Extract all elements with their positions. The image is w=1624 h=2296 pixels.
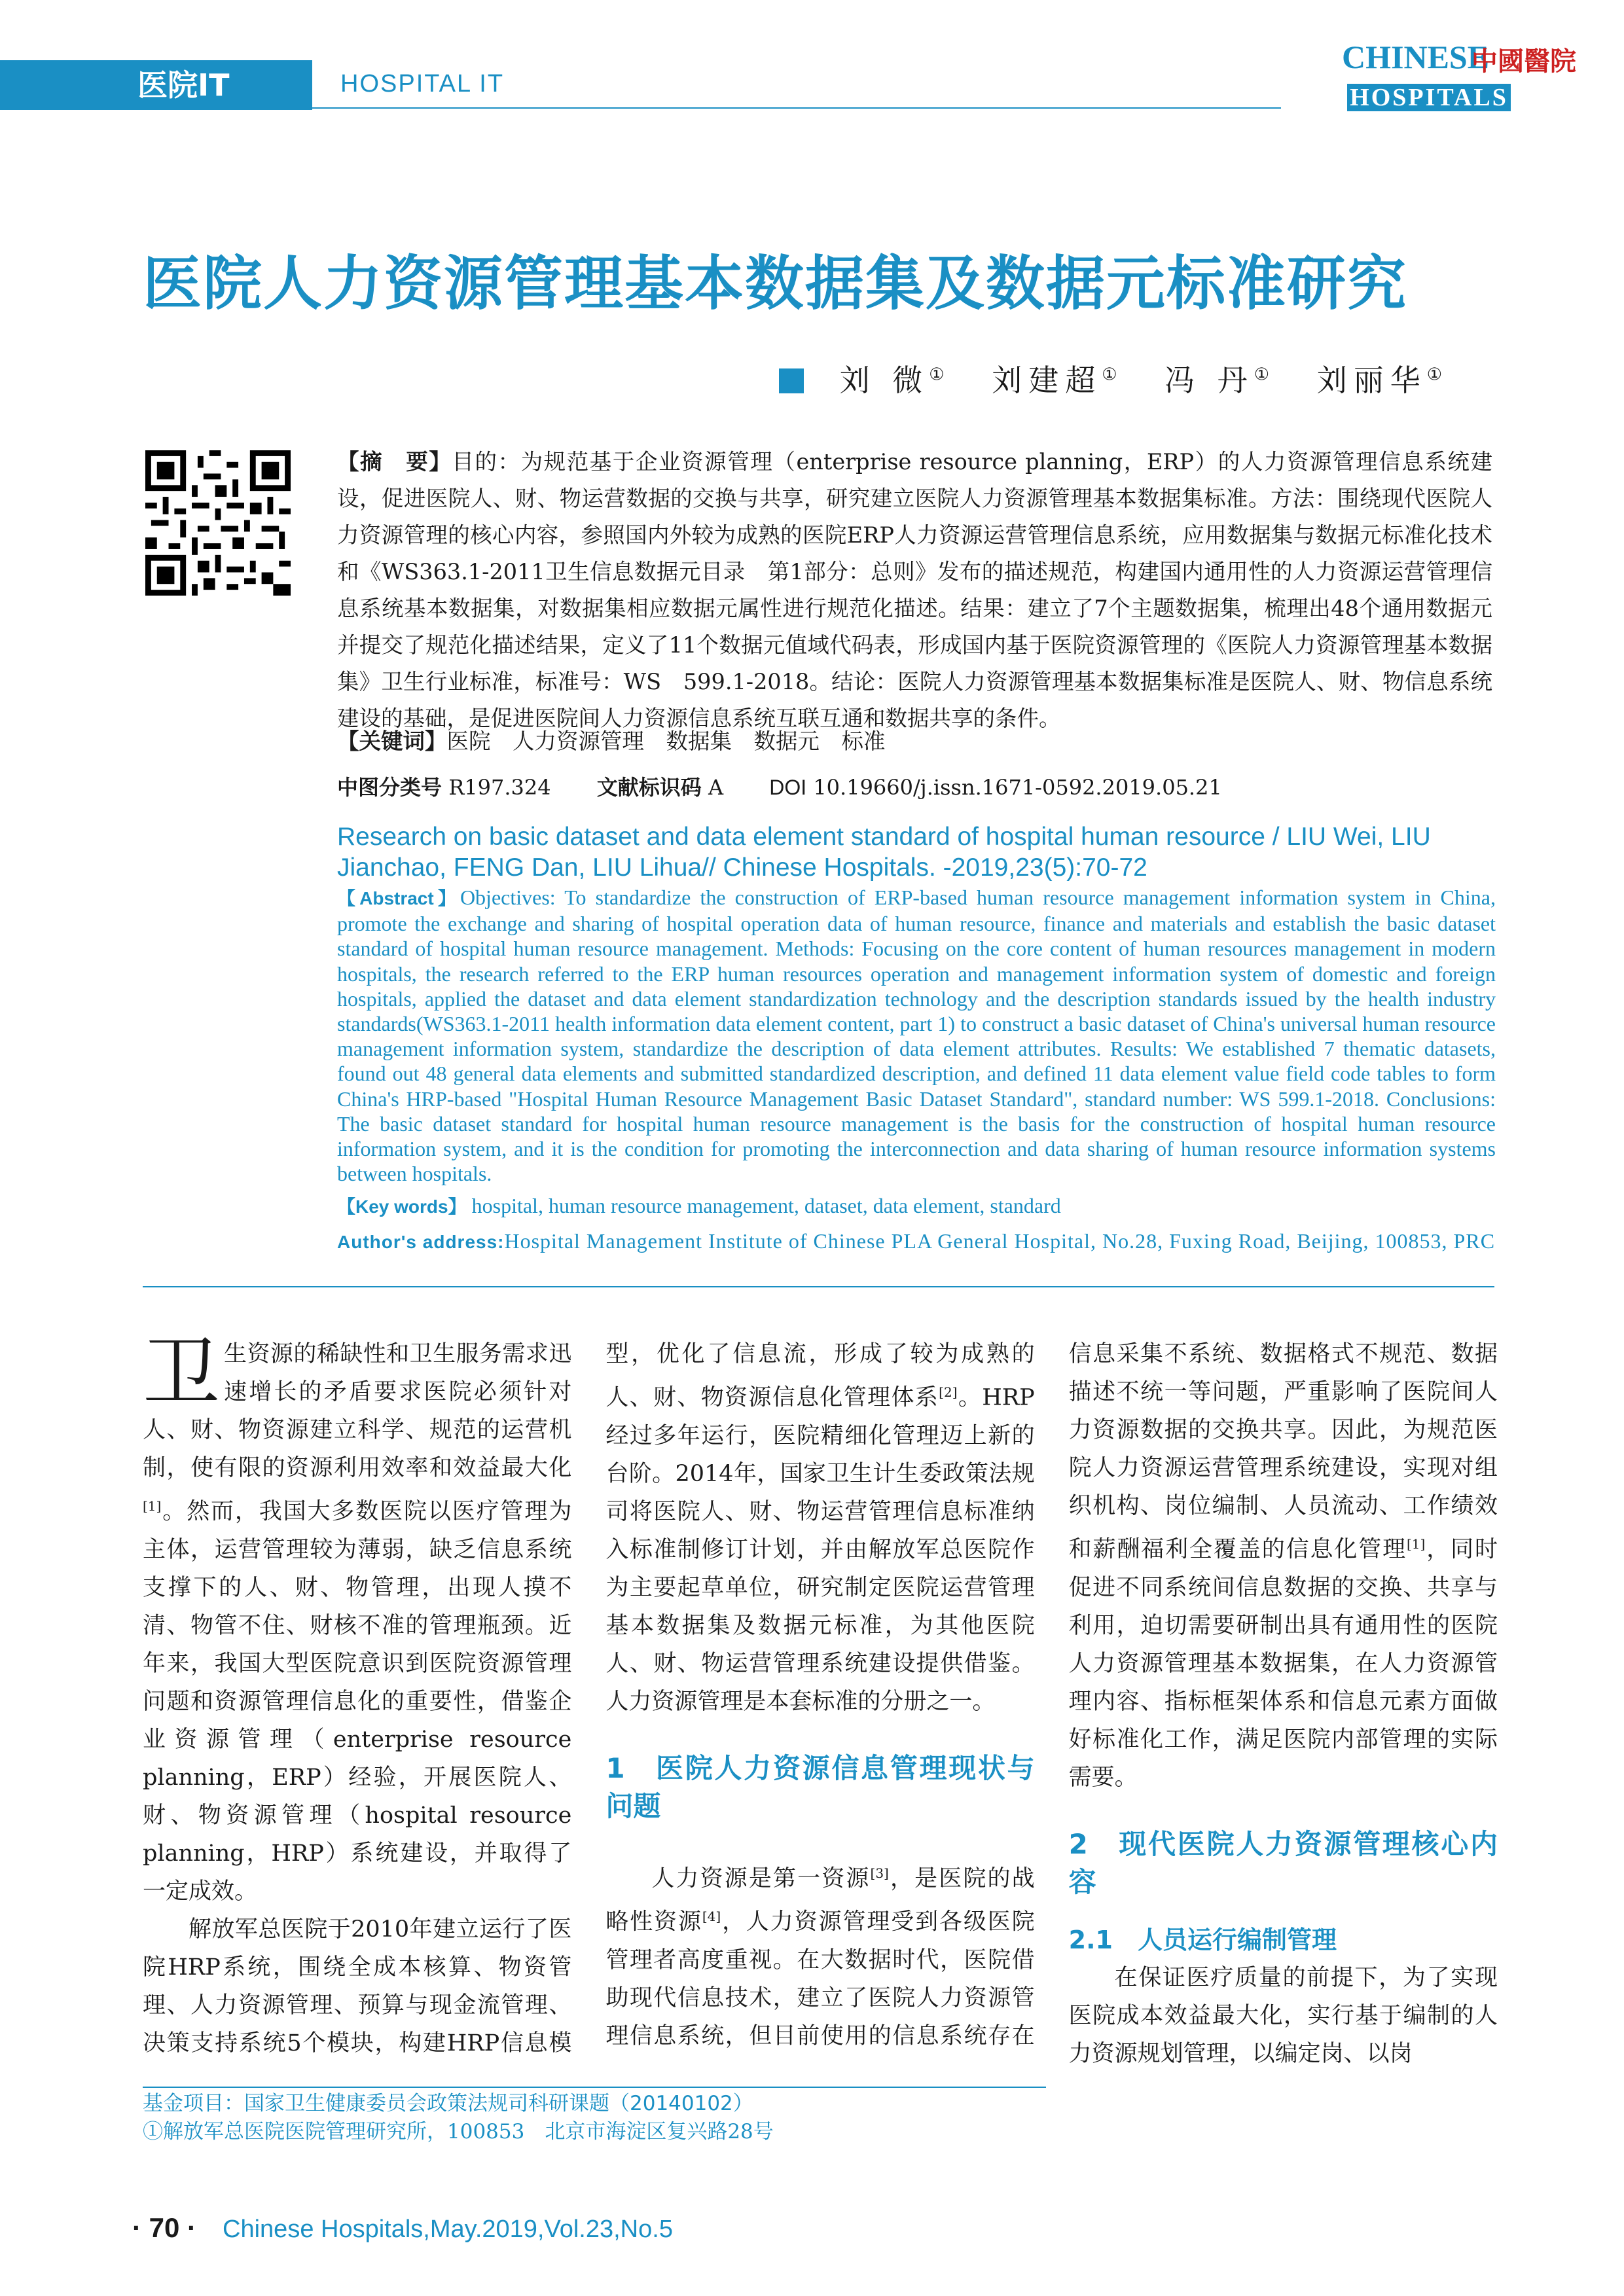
section-heading-2: 2 现代医院人力资源管理核心内容	[1068, 1827, 1498, 1898]
logo-text-cn: 中國醫院	[1471, 46, 1576, 77]
logo-text-top: CHINESE	[1342, 39, 1490, 75]
address-text: Hospital Management Institute of Chinese PLA General Hospital, No.28, Fuxing Road, Beijing, 100853, PRC	[504, 1229, 1496, 1253]
abstract-cn-label: 【摘 要】	[337, 449, 452, 475]
drop-cap: 卫	[143, 1327, 221, 1418]
header-rule	[312, 107, 1281, 109]
author-address	[337, 1228, 1496, 1255]
abstract-en-text: Objectives: To standardize the construction of ERP-based human resource management information system in China, promote the exchange and sharing of hospital operation data of human resource, finance and materials and establish the basic dataset standard of hospital human resource management. Methods: Focusing on the core content of human resources management in modern hospitals, the research referred to the ERP human resources operation and management information system of domestic and foreign hospitals, applied the dataset and data element standardization technology and the description standards issued by the health industry standards(WS363.1-2011 health information data element content, part 1) to construct a basic dataset of China's universal human resource management information system, standardize the description of data element attributes. Results: We established 7 thematic datasets, found out 48 general data elements and submitted standardized description, and defined 11 data element value field code tables to form China's HRP-based "Hospital Human Resource Management Basic Dataset Standard", standard number: WS 599.1-2018. Conclusions: The basic dataset standard for hospital human resource management is the basis for the construction of hospital human resource information system, and it is the condition for promoting the interconnection and data sharing of human resource information systems between hospitals.	[337, 886, 1496, 1186]
logo-text-bottom: HOSPITALS	[1347, 84, 1511, 111]
abstract-en	[337, 885, 1496, 1186]
abstract-cn	[337, 444, 1492, 737]
abstract-en-label: 【Abstract】	[337, 888, 460, 908]
abstract-cn-text: 目的：为规范基于企业资源管理（enterprise resource planning，ERP）的人力资源管理信息系统建设，促进医院人、财、物运营数据的交换与共享，研究建立医院人力资源管理基本数据集标准。方法：围绕现代医院人力资源管理的核心内容，参照国内外较为成熟的医院ERP人力资源运营管理信息系统，应用数据集与数据元标准化技术和《WS363.1-2011卫生信息数据元目录 第1部分：总则》发布的描述规范，构建国内通用性的人力资源运营管理信息系统基本数据集，对数据集相应数据元属性进行规范化描述。结果：建立了7个主题数据集，梳理出48个通用数据元并提交了规范化描述结果，定义了11个数据元值域代码表，形成国内基于医院资源管理的《医院人力资源管理基本数据集》卫生行业标准，标准号：WS 599.1-2018。结论：医院人力资源管理基本数据集标准是医院人、财、物信息系统建设的基础，是促进医院间人力资源信息系统互联互通和数据共享的条件。	[337, 449, 1493, 731]
author-name: 刘丽华①	[1316, 363, 1442, 398]
doc-code-value: A	[708, 775, 724, 800]
funding-note: 基金项目：国家卫生健康委员会政策法规司科研课题（20140102）	[143, 2092, 753, 2115]
doi-value: 10.19660/j.issn.1671-0592.2019.05.21	[813, 775, 1222, 800]
author-name: 刘 微①	[839, 363, 945, 398]
section-label-cn: 医院IT	[137, 67, 230, 103]
citation[interactable]: [2]	[939, 1384, 958, 1400]
keywords-cn-label: 【关键词】	[337, 728, 447, 754]
keywords-en-label: 【Key words】	[337, 1196, 467, 1217]
body-paragraph: 人力资源是第一资源[3]，是医院的战略性资源[4]，人力资源管理受到各级医院管理者高度重视。在大数据时代，医院借助现代信息技术，建立了医院人力资源管理信息系统，但目前使用的信息系统存在信息采集不系统、数据格式不规范、数据描述不统一等问题，严重影响了医院间人力资源数据的交换共享。因此，为规范医院人力资源运营管理系统建设，实现对组织机构、岗位编制、人员流动、工作绩效和薪酬福利全覆盖的信息化管理[1]，同时促进不同系统间信息数据的交换、共享与利用，迫切需要研制出具有通用性的医院人力资源管理基本数据集，在人力资源管理内容、指标框架体系和信息元素方面做好标准化工作，满足医院内部管理的实际需要。	[605, 1341, 1498, 2049]
journal-citation: Chinese Hospitals,May.2019,Vol.23,No.5	[223, 2215, 673, 2243]
article-title: 医院人力资源管理基本数据集及数据元标准研究	[143, 249, 1407, 318]
author-marker-square	[779, 368, 804, 393]
page-footer	[132, 2212, 673, 2244]
doi-label: DOI	[769, 776, 807, 799]
section-label-en: HOSPITAL IT	[340, 70, 505, 98]
citation[interactable]: [3]	[870, 1865, 889, 1881]
keywords-cn-text: 医院 人力资源管理 数据集 数据元 标准	[446, 728, 886, 754]
citation[interactable]: [4]	[702, 1909, 721, 1925]
abstract-separator	[143, 1286, 1494, 1287]
author-name: 冯 丹①	[1164, 363, 1270, 398]
affiliation-note: ①解放军总医院医院管理研究所，100853 北京市海淀区复兴路28号	[143, 2120, 774, 2144]
body-paragraph: 卫生资源的稀缺性和卫生服务需求迅速增长的矛盾要求医院必须针对人、财、物资源建立科学、规范的运营机制，使有限的资源利用效率和效益最大化[1]。然而，我国大多数医院以医疗管理为主体，运营管理较为薄弱，缺乏信息系统支撑下的人、财、物管理，出现人摸不清、物管不住、财核不准的管理瓶颈。近年来，我国大型医院意识到医院资源管理问题和资源管理信息化的重要性，借鉴企业资源管理（enterprise resource planning，ERP）经验，开展医院人、财、物资源管理（hospital resource planning，HRP）系统建设，并取得了一定成效。	[143, 1327, 572, 1905]
author-name: 刘建超①	[992, 363, 1117, 398]
citation[interactable]: [1]	[143, 1498, 162, 1514]
author-list	[779, 357, 1480, 400]
citation[interactable]: [1]	[1406, 1536, 1426, 1552]
english-title: Research on basic dataset and data element standard of hospital human resource / LIU Wei, LIU Jianchao, FENG Dan, LIU Lihua// Chinese Hospitals. -2019,23(5):70-72	[337, 823, 1431, 882]
page-number: · 70 ·	[132, 2212, 197, 2243]
body-paragraph: 在保证医疗质量的前提下，为了实现医院成本效益最大化，实行基于编制的人力资源规划管理，以编定岗、以岗	[1068, 1964, 1498, 2067]
footnote-rule	[143, 2087, 1046, 2088]
clc-value: R197.324	[448, 775, 551, 800]
keywords-en	[337, 1193, 1496, 1220]
body-flow	[143, 1327, 1498, 2075]
keywords-en-text: hospital, human resource management, dataset, data element, standard	[471, 1194, 1061, 1217]
clc-label: 中图分类号	[337, 775, 442, 800]
address-label: Author's address:	[337, 1232, 505, 1252]
doc-code-label: 文献标识码	[596, 775, 702, 800]
keywords-cn	[337, 723, 1492, 760]
body-paragraph: 解放军总医院于2010年建立运行了医院HRP系统，围绕全成本核算、物资管理、人力资源管理、预算与现金流管理、决策支持系统5个模块，构建HRP信息模型，优化了信息流，形成了较为成熟的人、财、物资源信息化管理体系[2]。HRP经过多年运行，医院精细化管理迈上新的台阶。2014年，国家卫生计生委政策法规司将医院人、财、物运营管理信息标准纳入标准制修订计划，并由解放军总医院作为主要起草单位，研究制定医院运营管理基本数据集及数据元标准，为其他医院人、财、物运营管理系统建设提供借鉴。人力资源管理是本套标准的分册之一。	[143, 1341, 1035, 2056]
qr-code-icon	[145, 450, 291, 596]
subsection-heading: 2.1 人员运行编制管理	[1068, 1925, 1337, 1954]
section-heading-1: 1 医院人力资源信息管理现状与问题	[605, 1751, 1035, 1822]
classification-line	[337, 769, 1492, 806]
